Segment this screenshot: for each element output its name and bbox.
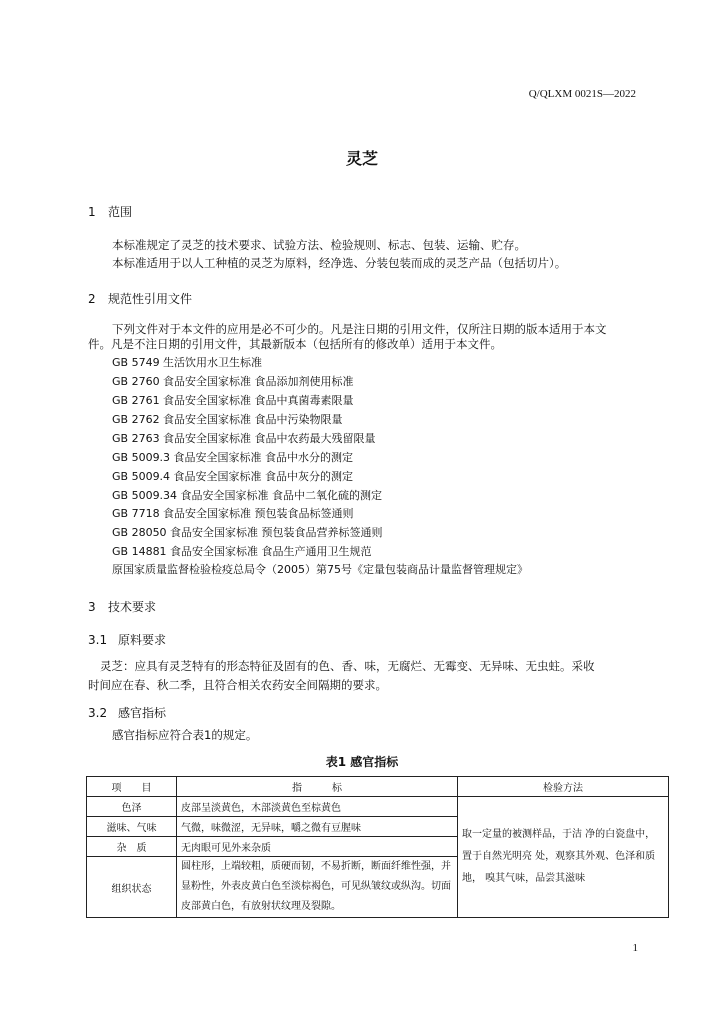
section-3-1-number: 3.1 xyxy=(88,633,108,647)
reference-item: GB 2762 食品安全国家标准 食品中污染物限量 xyxy=(112,413,343,426)
section-3-2-title: 感官指标 xyxy=(118,706,167,720)
reference-item: GB 7718 食品安全国家标准 预包装食品标签通则 xyxy=(112,507,354,520)
reference-item: GB 2763 食品安全国家标准 食品中农药最大残留限量 xyxy=(112,432,376,445)
section-1-heading xyxy=(88,203,132,220)
table-header-value: 指 标 xyxy=(177,777,458,797)
section-3-1-title: 原料要求 xyxy=(118,633,167,647)
reference-item: GB 28050 食品安全国家标准 预包装食品营养标签通则 xyxy=(112,526,383,539)
reference-item: GB 5009.3 食品安全国家标准 食品中水分的测定 xyxy=(112,451,354,464)
table-cell-item: 组织状态 xyxy=(87,857,177,918)
table-header-method: 检验方法 xyxy=(458,777,669,797)
reference-item: GB 2761 食品安全国家标准 食品中真菌毒素限量 xyxy=(112,394,354,407)
table-cell-method: 取一定量的被测样品，于洁 净的白瓷盘中，置于自然光明亮 处，观察其外观、色泽和质地， 嗅其气味，品尝其滋味 xyxy=(458,797,669,918)
reference-item: GB 14881 食品安全国家标准 食品生产通用卫生规范 xyxy=(112,545,372,558)
document-title: 灵芝 xyxy=(345,149,378,168)
table-cell-value: 气微，味微涩，无异味，嚼之微有豆腥味 xyxy=(177,817,458,837)
table-cell-item: 滋味、气味 xyxy=(87,817,177,837)
page-number: 1 xyxy=(632,942,638,954)
section-1-number: 1 xyxy=(88,205,96,219)
table-cell-item: 色泽 xyxy=(87,797,177,817)
section-2-number: 2 xyxy=(88,292,96,306)
table-caption: 表1 感官指标 xyxy=(325,755,399,769)
section-3-2-heading xyxy=(88,704,166,721)
reference-item: GB 2760 食品安全国家标准 食品添加剂使用标准 xyxy=(112,375,354,388)
raw-material-line-2: 时间应在春、秋二季，且符合相关农药安全间隔期的要求。 xyxy=(88,678,387,692)
section-2-title: 规范性引用文件 xyxy=(108,292,193,306)
table-cell-value: 无肉眼可见外来杂质 xyxy=(177,837,458,857)
reference-item: 原国家质量监督检验检疫总局令（2005）第75号《定量包装商品计量监督管理规定》 xyxy=(112,563,528,576)
reference-item: GB 5749 生活饮用水卫生标准 xyxy=(112,356,263,369)
sensory-table xyxy=(86,776,669,918)
table-header-item: 项 目 xyxy=(87,777,177,797)
section-1-title: 范围 xyxy=(108,205,133,219)
table-cell-item: 杂 质 xyxy=(87,837,177,857)
section-3-1-heading xyxy=(88,631,166,648)
section-3-heading xyxy=(88,598,156,615)
table-cell-value: 皮部呈淡黄色，木部淡黄色至棕黄色 xyxy=(177,797,458,817)
section-3-2-number: 3.2 xyxy=(88,706,108,720)
section-3-title: 技术要求 xyxy=(108,600,157,614)
sensory-paragraph: 感官指标应符合表1的规定。 xyxy=(112,728,258,742)
references-intro-line-1: 下列文件对于本文件的应用是必不可少的。凡是注日期的引用文件，仅所注日期的版本适用于本文 xyxy=(112,322,607,336)
reference-item: GB 5009.4 食品安全国家标准 食品中灰分的测定 xyxy=(112,470,354,483)
section-3-number: 3 xyxy=(88,600,96,614)
scope-paragraph-2: 本标准适用于以人工种植的灵芝为原料，经净选、分装包装而成的灵芝产品（包括切片）。 xyxy=(112,256,567,270)
references-intro-line-2: 件。凡是不注日期的引用文件，其最新版本（包括所有的修改单）适用于本文件。 xyxy=(88,337,502,351)
table-cell-value: 圆柱形，上端较粗，质硬而韧，不易折断，断面纤维性强，并显粉性，外表皮黄白色至淡棕褐色，可见纵皱纹或纵沟。切面皮部黄白色，有放射状纹理及裂隙。 xyxy=(177,857,458,918)
standard-number: Q/QLXM 0021S—2022 xyxy=(528,88,636,100)
scope-paragraph-1: 本标准规定了灵芝的技术要求、试验方法、检验规则、标志、包装、运输、贮存。 xyxy=(112,238,526,252)
table-header-row xyxy=(87,777,669,797)
section-2-heading xyxy=(88,290,192,307)
table-row xyxy=(87,797,669,817)
raw-material-line-1: 灵芝：应具有灵芝特有的形态特征及固有的色、香、味，无腐烂、无霉变、无异味、无虫蛀。采收 xyxy=(100,659,595,673)
reference-item: GB 5009.34 食品安全国家标准 食品中二氧化硫的测定 xyxy=(112,489,383,502)
